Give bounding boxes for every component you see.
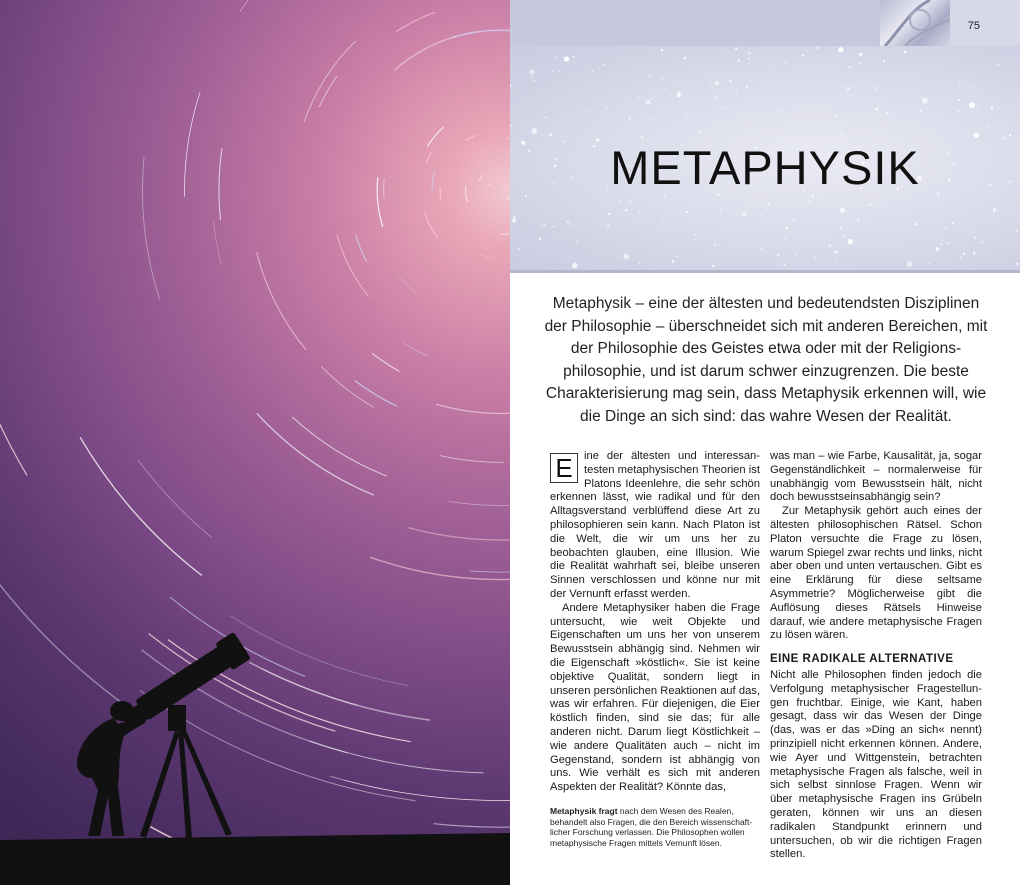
star bbox=[663, 196, 665, 198]
star bbox=[764, 72, 765, 73]
star bbox=[529, 70, 534, 75]
star bbox=[510, 125, 512, 127]
star bbox=[1008, 208, 1009, 209]
star bbox=[646, 100, 651, 105]
star bbox=[510, 85, 511, 87]
star bbox=[589, 109, 590, 110]
star bbox=[878, 225, 879, 226]
star bbox=[564, 56, 569, 61]
paragraph: Nicht alle Philosophen finden jedoch die Verfolgung metaphysischer Fragestellungen fruchtbar. Einige, wie Kant, haben gesagt, dass wir das Wesen der Dinge (das, was er das »Ding an sich« nennt) prinzipiell nicht erkennen können. Andere, wie Ayer und Wittgenstein, betrachten metaphysische Fragen als falsche, weil in sich selbst sinnlose Fragen. Wenn wir über metaphysische Fragen ins Grübeln geraten, können wir uns an diesen radikalen Standpunkt erinnern und untersuchen, ob wir die richtigen Fragen stellen. bbox=[770, 668, 982, 861]
star bbox=[832, 203, 834, 205]
star bbox=[815, 257, 816, 258]
star bbox=[618, 267, 620, 269]
star bbox=[1009, 134, 1011, 136]
star bbox=[606, 108, 608, 110]
star bbox=[629, 117, 631, 119]
star bbox=[978, 105, 980, 107]
star bbox=[531, 76, 533, 78]
star bbox=[974, 73, 975, 74]
star bbox=[638, 263, 640, 265]
star bbox=[998, 108, 999, 109]
star bbox=[767, 83, 768, 84]
star bbox=[962, 229, 963, 230]
star bbox=[607, 225, 609, 227]
page-number-box bbox=[950, 0, 1020, 46]
star bbox=[539, 237, 541, 239]
star bbox=[662, 218, 663, 219]
star bbox=[720, 210, 722, 212]
star bbox=[694, 238, 695, 239]
star bbox=[998, 64, 1000, 66]
star bbox=[1016, 263, 1018, 265]
star bbox=[947, 242, 949, 244]
star bbox=[738, 60, 740, 62]
star bbox=[802, 206, 803, 207]
star bbox=[699, 131, 701, 133]
star bbox=[963, 253, 965, 255]
paragraph: was man – wie Farbe, Kausalität, ja, sogar Gegenständlichkeit – normalerweise für unabhängig vom Bewusstsein hält, nicht doch bewusstseinsabhängig sein? bbox=[770, 450, 982, 504]
star bbox=[650, 196, 652, 198]
star bbox=[848, 239, 853, 244]
star bbox=[735, 48, 737, 50]
star bbox=[904, 51, 907, 54]
star bbox=[552, 71, 553, 72]
star bbox=[891, 235, 892, 236]
star bbox=[884, 137, 886, 139]
star bbox=[655, 97, 656, 98]
star bbox=[567, 220, 570, 223]
star bbox=[803, 136, 805, 138]
star bbox=[800, 92, 802, 94]
star bbox=[849, 66, 851, 68]
star bbox=[748, 58, 750, 60]
star bbox=[760, 214, 761, 215]
star bbox=[556, 57, 557, 58]
star bbox=[511, 67, 513, 69]
star bbox=[592, 70, 593, 71]
star bbox=[778, 111, 780, 113]
star bbox=[672, 260, 675, 263]
star bbox=[960, 257, 961, 258]
star bbox=[608, 213, 610, 215]
star bbox=[793, 219, 795, 221]
star bbox=[907, 261, 913, 267]
star bbox=[714, 244, 716, 246]
star bbox=[895, 126, 896, 127]
divider bbox=[510, 270, 1020, 273]
star bbox=[791, 119, 792, 120]
star bbox=[883, 60, 885, 62]
star bbox=[686, 211, 688, 213]
page-number: 75 bbox=[967, 20, 980, 32]
text-column-left bbox=[550, 450, 760, 795]
star bbox=[512, 219, 516, 223]
star bbox=[748, 52, 750, 54]
star bbox=[816, 47, 818, 49]
star bbox=[785, 62, 786, 63]
star bbox=[835, 114, 837, 116]
star bbox=[730, 80, 732, 82]
star bbox=[525, 195, 527, 197]
star bbox=[661, 49, 664, 52]
star bbox=[970, 120, 972, 122]
star bbox=[829, 244, 831, 246]
star bbox=[570, 223, 572, 225]
star bbox=[969, 87, 970, 88]
star bbox=[835, 260, 836, 261]
star bbox=[746, 86, 749, 89]
star bbox=[772, 64, 773, 65]
section-heading: EINE RADIKALE ALTERNATIVE bbox=[770, 653, 954, 666]
star bbox=[915, 223, 917, 225]
star bbox=[959, 84, 961, 86]
star bbox=[790, 86, 791, 87]
star bbox=[649, 118, 650, 119]
star bbox=[966, 132, 967, 133]
star bbox=[633, 204, 634, 205]
star bbox=[714, 205, 716, 207]
chapter-title: METAPHYSIK bbox=[610, 141, 920, 194]
star bbox=[769, 103, 770, 104]
star bbox=[964, 115, 966, 117]
star bbox=[712, 265, 714, 267]
star bbox=[665, 88, 666, 89]
star bbox=[584, 92, 586, 94]
paragraph: Andere Metaphysiker haben die Frage untersucht, wie weit Objekte und Eigenschaften um uns her von unserem Bewusstsein abhängig sind. Nehmen wir die Eigenschaft »köstlich«. Sie ist keine objektive Qualität, sondern liegt in unseren persönlichen Reaktionen auf das, was wir erfahren. Für diejenigen, die Eier köstlich finden, sind sie das; für alle anderen nicht. Darum liegt Köstlichkeit – wie andere Qualitäten auch – nicht im Gegenstand, sondern ist abhängig von uns. Wie verhält es sich mit anderen Aspekten der Realität? Könnte das, bbox=[550, 601, 760, 794]
star bbox=[831, 215, 832, 216]
corner-thumbnail-image bbox=[880, 0, 950, 46]
star bbox=[550, 133, 553, 136]
star bbox=[715, 96, 717, 98]
star bbox=[558, 70, 559, 71]
text-page bbox=[510, 0, 1020, 885]
star bbox=[777, 254, 779, 256]
star bbox=[975, 237, 977, 239]
star bbox=[940, 243, 942, 245]
paragraph: ine der ältesten und interessantesten metaphysischen Theorien ist Platons Ideenlehre, die sehr schön erkennen lässt, wie radikal und für den Alltagsverstand verblüffend diese Art zu philosophieren sein kann. Nach Platon ist die Welt, die wir um uns her zu beobachten glauben, eine Illusion. Wie die Realität wahrhaft sei, bleibe unseren Sinnen verschlossen und könne nur mit der Vernunft erfasst werden. bbox=[550, 450, 760, 600]
star bbox=[741, 114, 742, 115]
star bbox=[637, 96, 639, 98]
star bbox=[920, 110, 922, 112]
star bbox=[994, 208, 996, 210]
star bbox=[768, 203, 770, 205]
star bbox=[736, 89, 737, 90]
star bbox=[524, 75, 525, 76]
star bbox=[794, 254, 796, 256]
star bbox=[840, 208, 845, 213]
star bbox=[919, 224, 920, 225]
star bbox=[991, 107, 994, 110]
star bbox=[834, 251, 837, 254]
star bbox=[838, 47, 843, 52]
star bbox=[576, 241, 578, 243]
header-band bbox=[510, 0, 880, 46]
star bbox=[625, 209, 627, 211]
star bbox=[1016, 230, 1018, 232]
caption-text: nach dem Wesen des Realen, behandelt also Fragen, die den Bereich wissenschaftlicher Forschung verlassen. Die Philosophen wollen metaphysische Fragen mittels Vernunft lösen. bbox=[550, 806, 753, 848]
star bbox=[602, 64, 604, 66]
star bbox=[724, 107, 726, 109]
star bbox=[993, 210, 996, 213]
star bbox=[840, 133, 842, 135]
star bbox=[748, 63, 750, 65]
star bbox=[802, 54, 804, 56]
star bbox=[545, 117, 546, 118]
star bbox=[812, 195, 814, 197]
star bbox=[572, 263, 578, 269]
star bbox=[922, 98, 928, 104]
star bbox=[639, 212, 641, 214]
star bbox=[742, 212, 747, 217]
star bbox=[623, 254, 629, 260]
star bbox=[534, 80, 535, 81]
star bbox=[847, 87, 850, 90]
star bbox=[531, 128, 537, 134]
caption-lead: Metaphysik fragt bbox=[550, 806, 618, 816]
star bbox=[677, 93, 681, 97]
star bbox=[945, 227, 947, 229]
star bbox=[649, 75, 651, 77]
star bbox=[887, 62, 888, 63]
star bbox=[785, 238, 787, 240]
drop-cap: E bbox=[550, 453, 578, 483]
star bbox=[879, 206, 880, 207]
star bbox=[703, 116, 705, 118]
star bbox=[676, 256, 678, 258]
star bbox=[808, 201, 810, 203]
star bbox=[761, 248, 763, 250]
star bbox=[987, 252, 988, 253]
star bbox=[886, 112, 888, 114]
star bbox=[599, 68, 600, 69]
text-column-right bbox=[770, 450, 982, 862]
star bbox=[744, 204, 745, 205]
star bbox=[573, 56, 575, 58]
star bbox=[684, 57, 686, 59]
star bbox=[674, 112, 675, 113]
star bbox=[553, 226, 555, 228]
star bbox=[700, 116, 701, 117]
star bbox=[874, 87, 876, 89]
star bbox=[619, 201, 621, 203]
star bbox=[843, 235, 845, 237]
star bbox=[969, 102, 975, 108]
star bbox=[695, 234, 697, 236]
star bbox=[599, 243, 600, 244]
star bbox=[586, 63, 587, 64]
chapter-intro: Metaphysik – eine der ältesten und bedeutendsten Disziplinen der Philosophie – überschneidet sich mit anderen Bereichen, mit der Philosophie des Geistes etwa oder mit der Religionsphilosophie, und ist darum schwer einzugrenzen. Die beste Charakterisierung mag sein, dass Metaphysik erkennen will, wie die Dinge an sich sind: das wahre Wesen der Realität. bbox=[544, 295, 988, 425]
star bbox=[981, 242, 983, 244]
star bbox=[786, 227, 789, 230]
star bbox=[936, 247, 940, 251]
star bbox=[620, 64, 621, 65]
star bbox=[585, 264, 586, 265]
star bbox=[957, 111, 959, 113]
star bbox=[958, 99, 960, 101]
star bbox=[974, 133, 979, 138]
star bbox=[687, 117, 688, 118]
star bbox=[858, 219, 860, 221]
star bbox=[859, 53, 862, 56]
star bbox=[522, 198, 523, 199]
star bbox=[869, 204, 871, 206]
star bbox=[783, 264, 785, 266]
star bbox=[859, 62, 861, 64]
star bbox=[987, 77, 988, 78]
star bbox=[952, 222, 954, 224]
star bbox=[524, 122, 526, 124]
star bbox=[986, 219, 987, 220]
star bbox=[766, 96, 767, 97]
star bbox=[973, 252, 976, 255]
star bbox=[709, 82, 711, 84]
star bbox=[678, 91, 680, 93]
star bbox=[513, 217, 515, 219]
star bbox=[641, 136, 644, 139]
star bbox=[874, 227, 875, 228]
star bbox=[707, 71, 709, 73]
star bbox=[977, 202, 978, 203]
star bbox=[876, 108, 879, 111]
star bbox=[715, 81, 720, 86]
star bbox=[651, 98, 652, 99]
star bbox=[929, 263, 931, 265]
star bbox=[629, 201, 631, 203]
star bbox=[986, 125, 988, 127]
image-caption bbox=[550, 806, 760, 848]
star bbox=[543, 223, 545, 225]
star bbox=[1002, 137, 1005, 140]
star bbox=[650, 66, 651, 67]
star bbox=[662, 78, 664, 80]
star bbox=[840, 228, 842, 230]
paragraph: Zur Metaphysik gehört auch eines der ältesten philosophischen Rätsel. Schon Platon versuchte die Frage zu lösen, warum Spiegel zwar rechts und links, nicht aber oben und unten vertauschen. Gibt es eine Erklärung für diese seltsame Asymmetrie? Möglicherweise gibt die Auflösung dieses Rätsels Hinweise darauf, wie andere metaphysische Fragen zu lösen wären. bbox=[770, 505, 982, 642]
star bbox=[939, 46, 940, 47]
star bbox=[781, 74, 782, 75]
star bbox=[517, 248, 519, 250]
star bbox=[806, 51, 807, 52]
